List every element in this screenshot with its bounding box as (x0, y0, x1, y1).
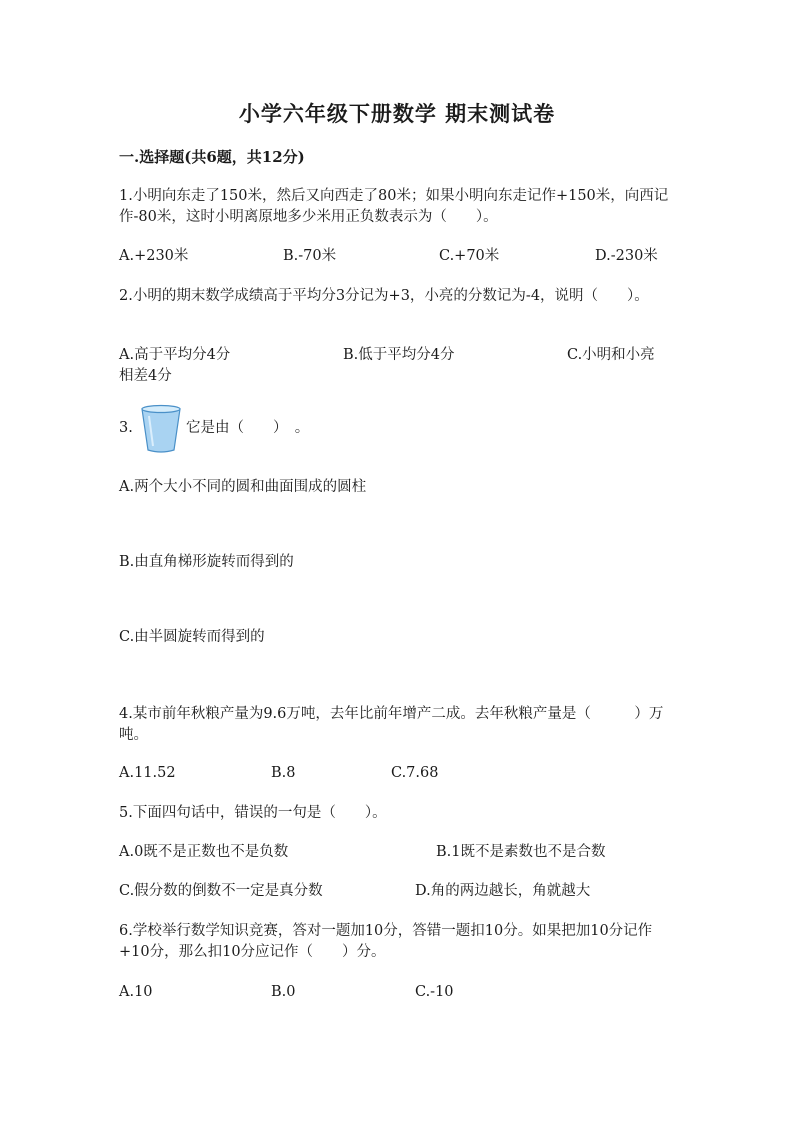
question-1-stem: 1.小明向东走了150米，然后又向西走了80米；如果小明向东走记作+150米，向西记作-80米，这时小明离原地多少米用正负数表示为（ ）。 (119, 188, 669, 225)
question-3-stem: 它是由（ ） 。 (186, 420, 310, 436)
q4-option-b[interactable]: B.8 (271, 765, 296, 781)
q3-option-c[interactable]: C.由半圆旋转而得到的 (119, 629, 265, 645)
q3-option-b[interactable]: B.由直角梯形旋转而得到的 (119, 554, 294, 570)
q1-option-d[interactable]: D.-230米 (595, 248, 658, 264)
q2-option-a[interactable]: A.高于平均分4分 (119, 347, 231, 363)
q5-option-b[interactable]: B.1既不是素数也不是合数 (436, 844, 606, 860)
q4-option-a[interactable]: A.11.52 (119, 765, 176, 781)
q5-option-c[interactable]: C.假分数的倒数不一定是真分数 (119, 883, 323, 899)
question-5-stem: 5.下面四句话中，错误的一句是（ ）。 (119, 805, 387, 821)
q1-option-b[interactable]: B.-70米 (283, 248, 337, 264)
q1-option-a[interactable]: A.+230米 (119, 248, 189, 264)
section-heading: 一.选择题(共6题，共12分) (119, 148, 305, 166)
q5-option-a[interactable]: A.0既不是正数也不是负数 (119, 844, 289, 860)
question-3-number: 3. (119, 420, 133, 436)
q2-option-b[interactable]: B.低于平均分4分 (343, 347, 455, 363)
q1-option-c[interactable]: C.+70米 (439, 248, 500, 264)
q2-option-c[interactable]: C.小明和小亮相差4分 (119, 347, 655, 384)
question-6-stem: 6.学校举行数学知识竞赛，答对一题加10分，答错一题扣10分。如果把加10分记作+10分，那么扣10分应记作（ ）分。 (119, 923, 653, 960)
question-2-stem: 2.小明的期末数学成绩高于平均分3分记为+3，小亮的分数记为-4，说明（ ）。 (119, 288, 649, 304)
q6-option-c[interactable]: C.-10 (415, 984, 454, 1000)
q5-option-d[interactable]: D.角的两边越长，角就越大 (415, 883, 591, 899)
q3-option-a[interactable]: A.两个大小不同的圆和曲面围成的圆柱 (119, 479, 367, 495)
q4-option-c[interactable]: C.7.68 (391, 765, 439, 781)
q6-option-a[interactable]: A.10 (119, 984, 153, 1000)
question-4-stem: 4.某市前年秋粮产量为9.6万吨，去年比前年增产二成。去年秋粮产量是（ ）万吨。 (119, 706, 664, 743)
q6-option-b[interactable]: B.0 (271, 984, 296, 1000)
page-title: 小学六年级下册数学 期末测试卷 (238, 101, 556, 126)
cup-frustum-icon (139, 404, 183, 454)
